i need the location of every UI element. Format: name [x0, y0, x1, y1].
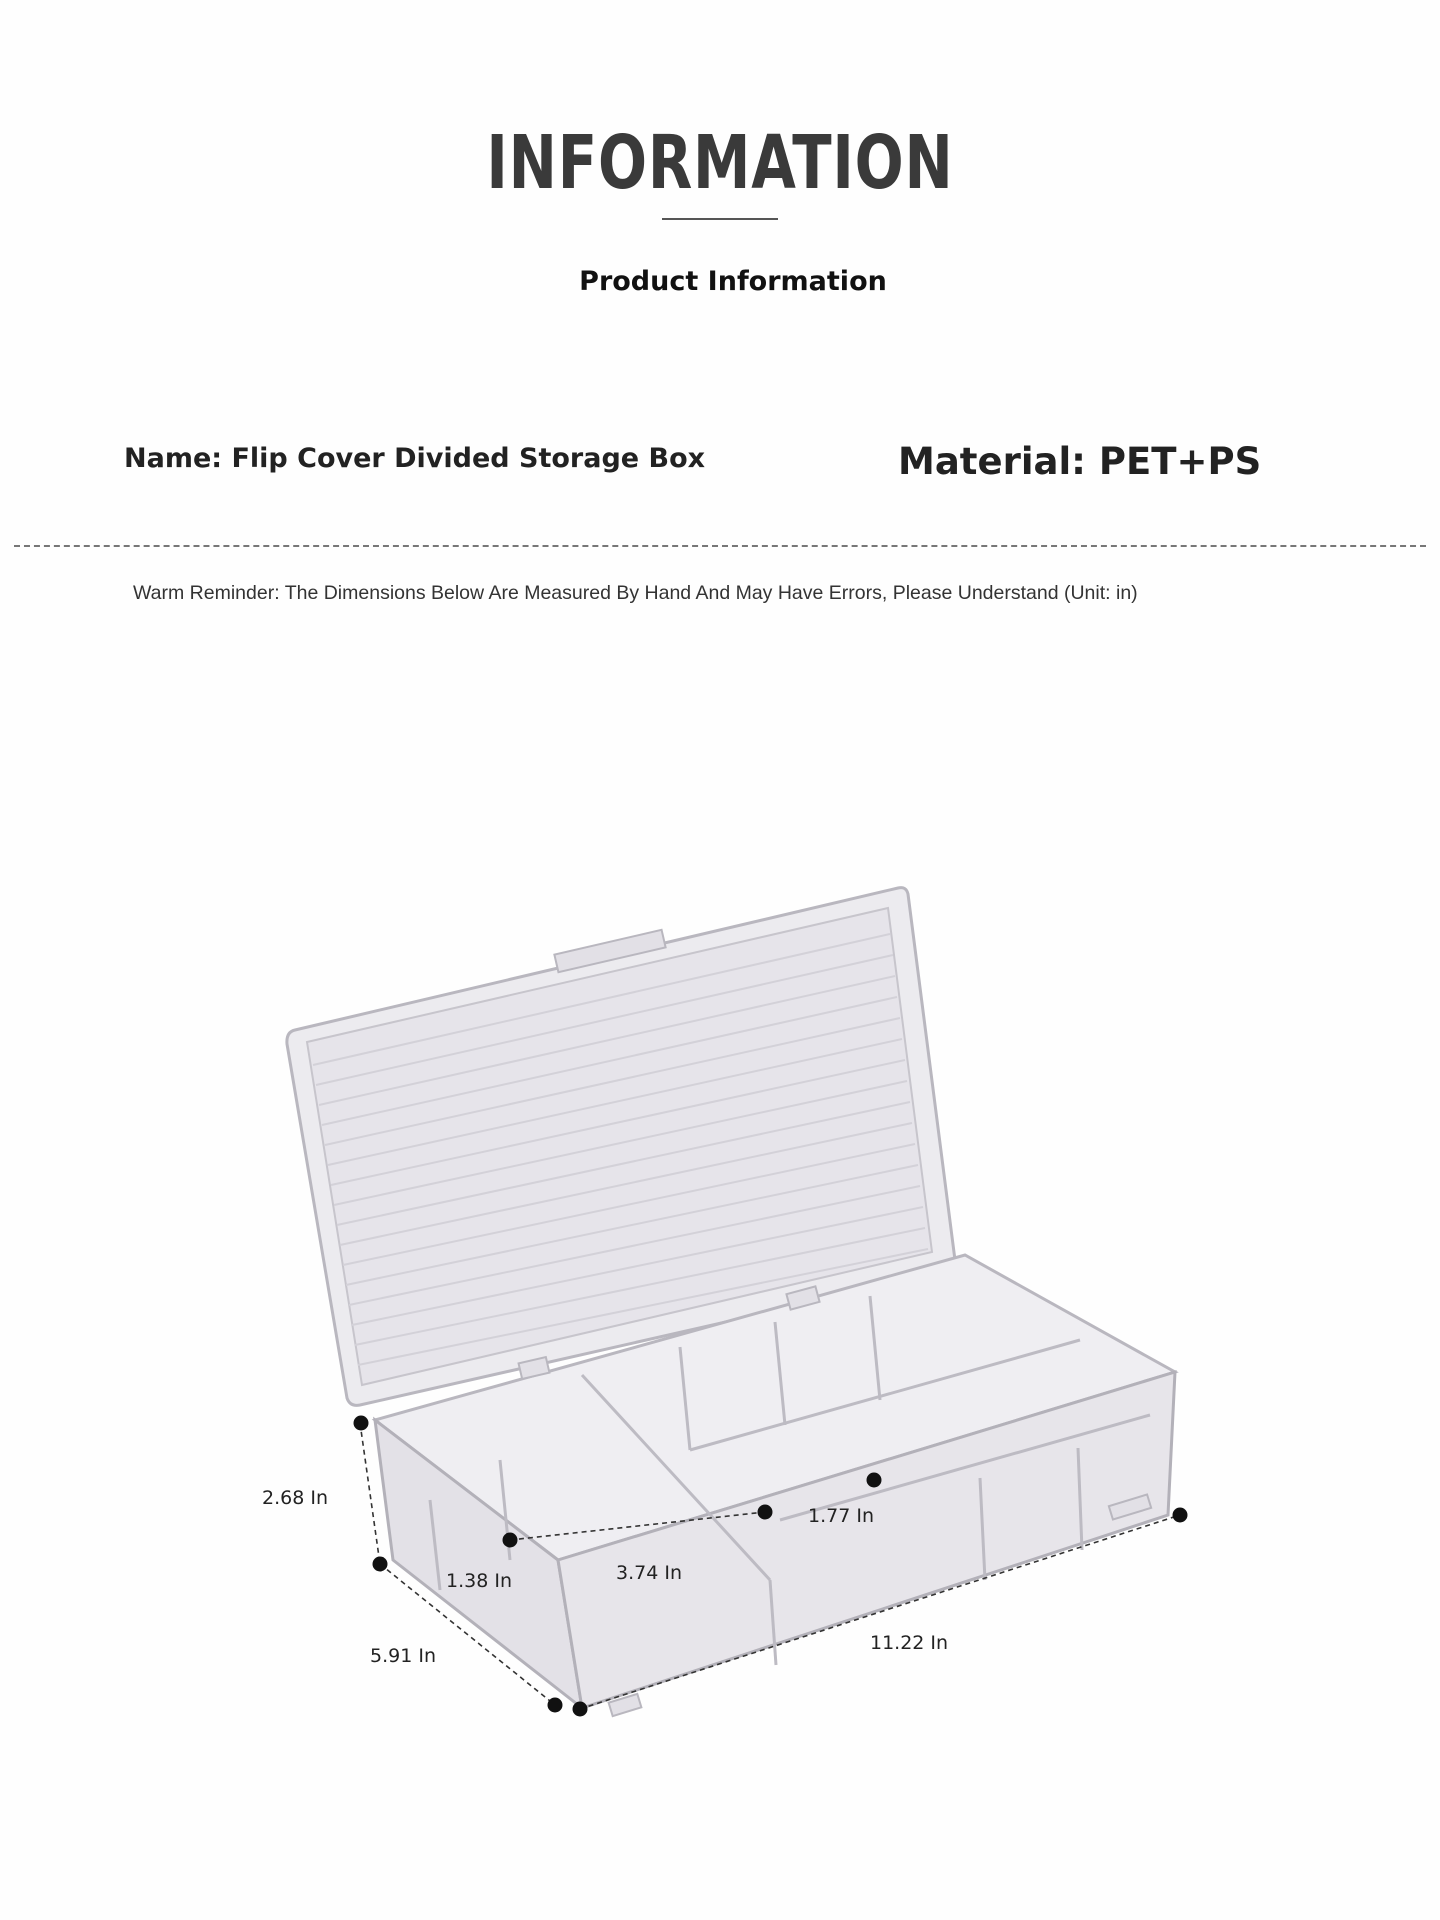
dimension-label-height: 2.68 In — [262, 1487, 328, 1509]
heading-underline — [662, 218, 778, 220]
dimension-label-divider-height: 1.77 In — [808, 1505, 874, 1527]
section-title: Product Information — [579, 266, 887, 297]
page-heading: INFORMATION — [486, 120, 954, 206]
warm-reminder: Warm Reminder: The Dimensions Below Are Measured By Hand And May Have Errors, Please Understand (Unit: in) — [133, 582, 1138, 604]
product-name: Name: Flip Cover Divided Storage Box — [124, 443, 706, 474]
dimension-label-compartment-width: 3.74 In — [616, 1562, 682, 1584]
dimension-label-compartment-depth: 1.38 In — [446, 1570, 512, 1592]
dimension-label-length: 11.22 In — [870, 1632, 949, 1654]
product-material: Material: PET+PS — [898, 440, 1262, 483]
dimension-label-width: 5.91 In — [370, 1645, 436, 1667]
dashed-divider — [14, 545, 1426, 547]
product-dimension-figure — [0, 860, 1440, 1760]
